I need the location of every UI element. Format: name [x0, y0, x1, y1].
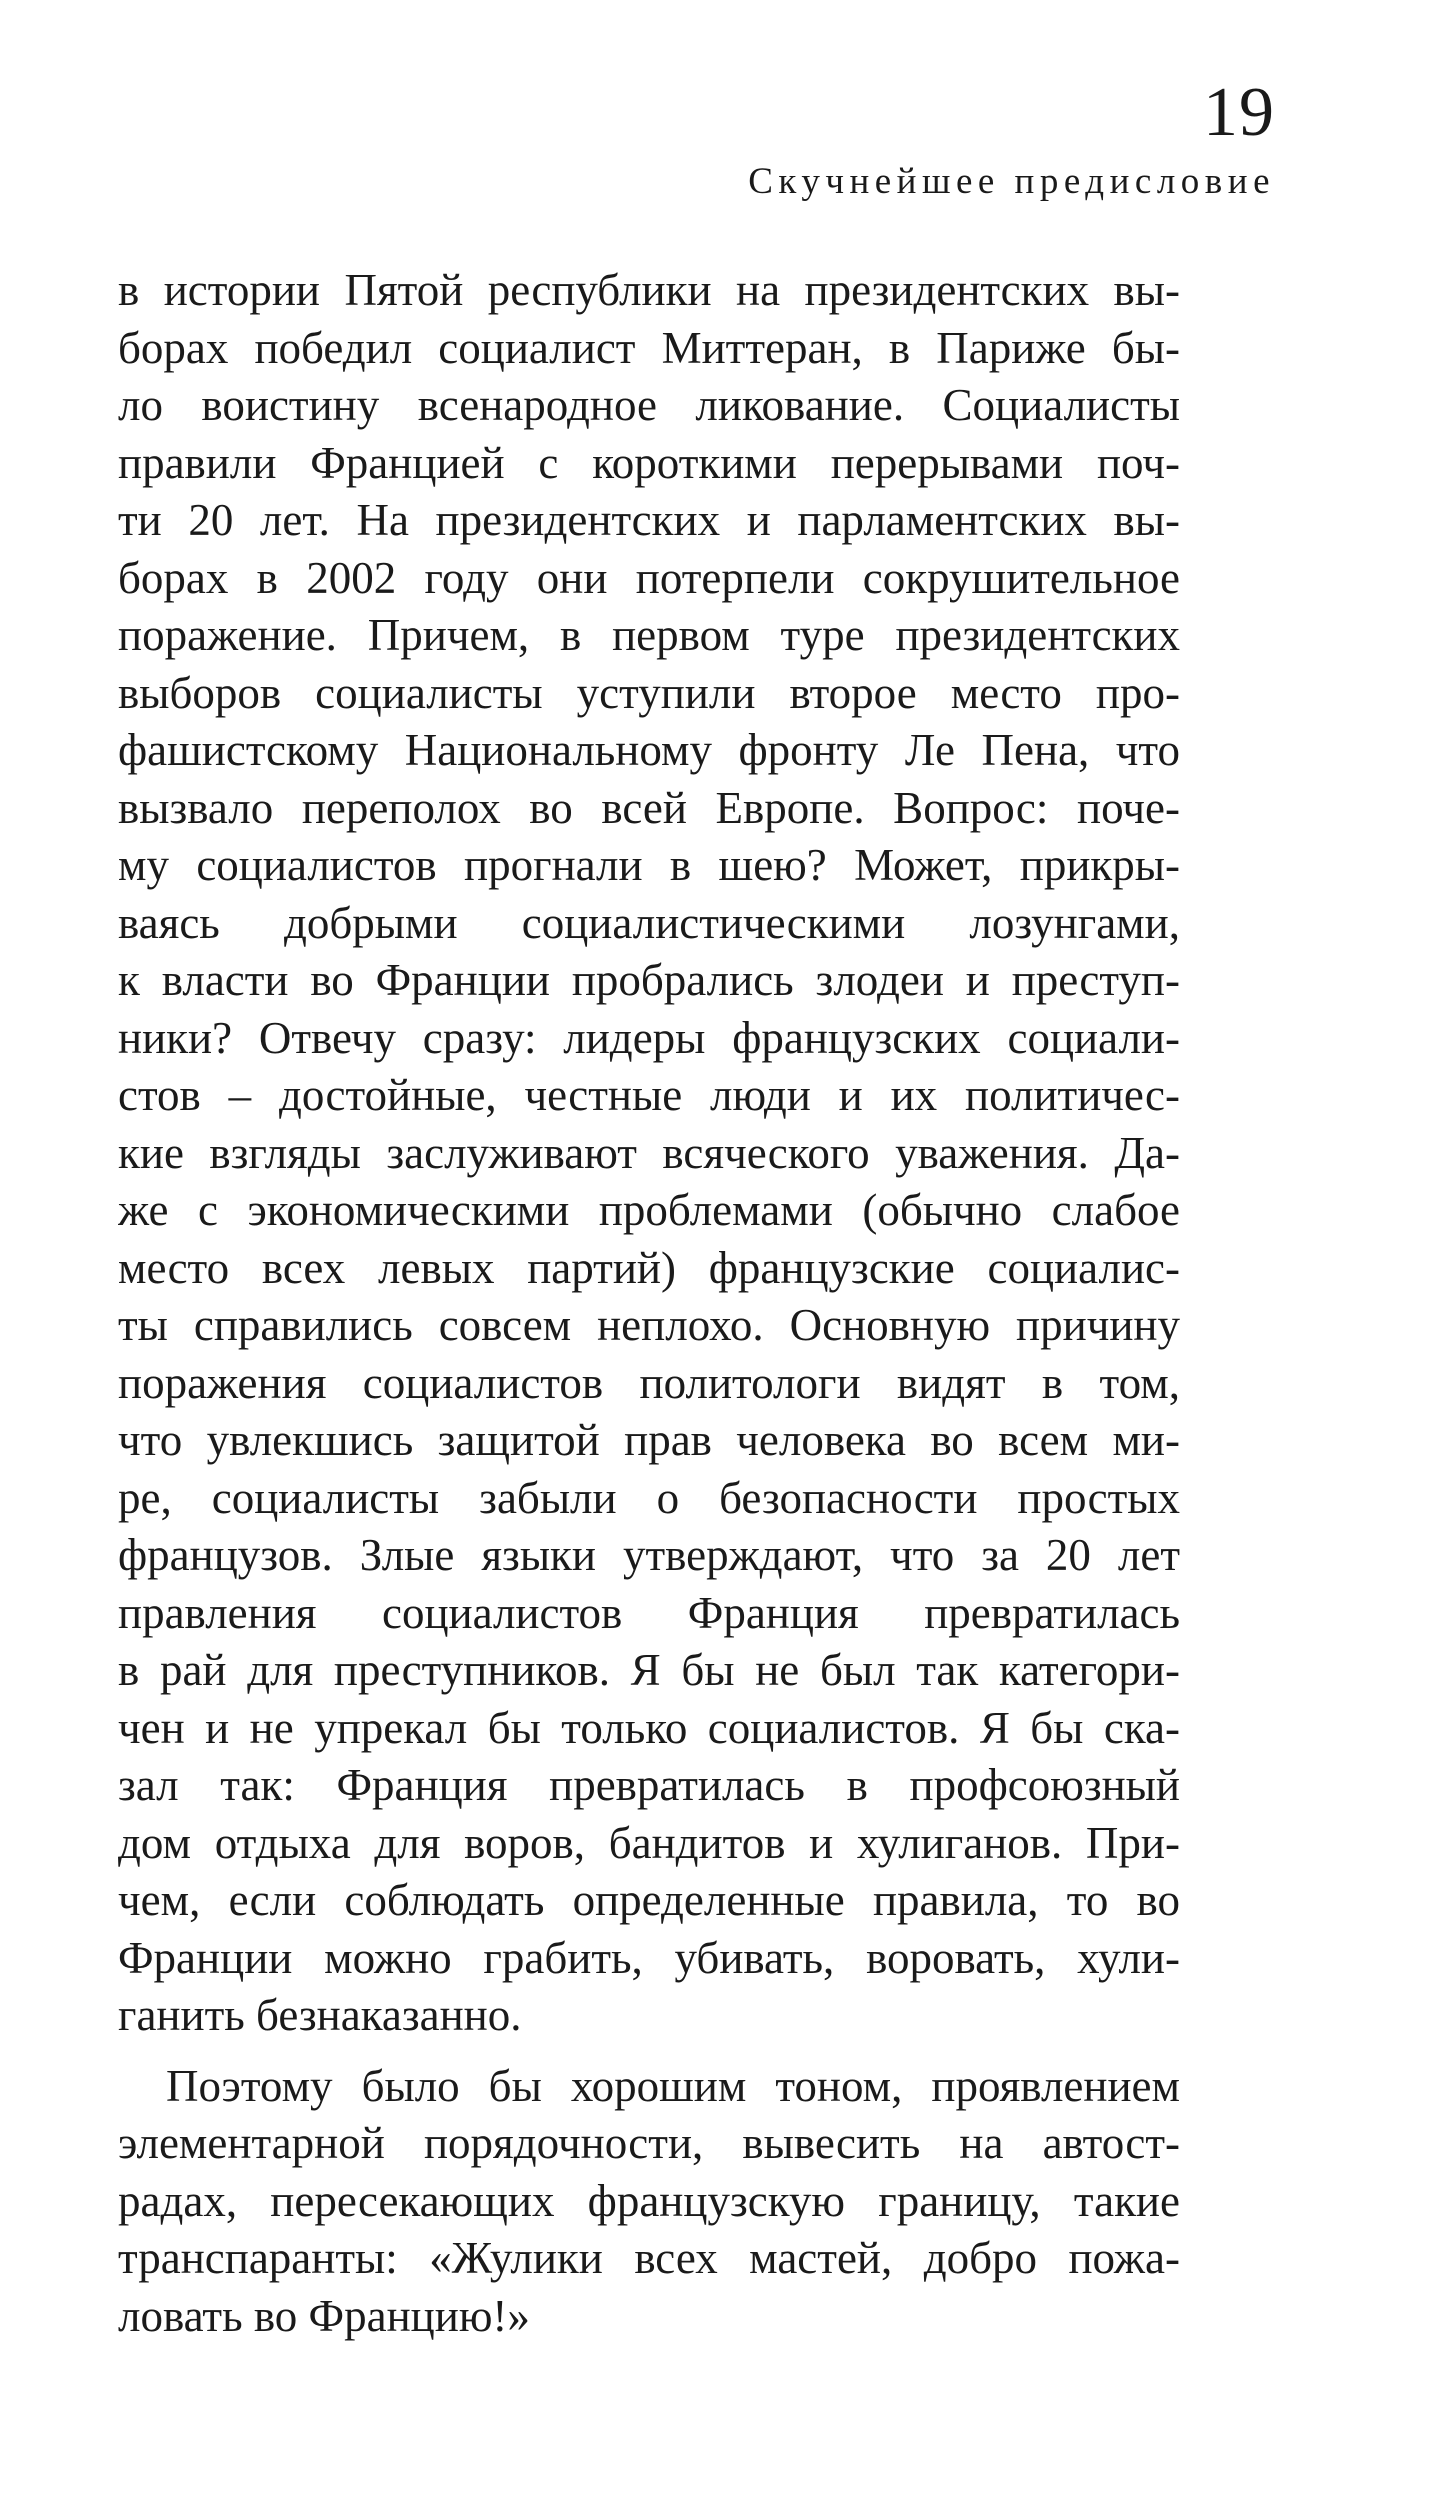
- paragraph: [118, 2058, 1180, 2346]
- text-line: ники? Отвечу сразу: лидеры французских социали-: [118, 1012, 1180, 1063]
- text-line: в рай для преступников. Я бы не был так категори-: [118, 1645, 1180, 1695]
- text-line: правили Францией с короткими перерывами поч-: [118, 437, 1180, 488]
- text-line: ло воистину всенародное ликование. Социалисты: [118, 380, 1180, 430]
- text-line: же с экономическими проблемами (обычно слабое: [118, 1185, 1180, 1235]
- text-line: дом отдыха для воров, бандитов и хулиганов. При-: [118, 1817, 1180, 1868]
- page-number: 19: [1203, 74, 1275, 151]
- text-line: выборов социалисты уступили второе место про-: [118, 667, 1180, 718]
- text-line: ре, социалисты забыли о безопасности простых: [118, 1472, 1180, 1523]
- paragraph-gap: [118, 2045, 1180, 2058]
- text-line: вызвало переполох во всей Европе. Вопрос: поче-: [118, 782, 1180, 833]
- text-line: борах победил социалист Миттеран, в Париже бы-: [118, 322, 1180, 373]
- text-line: ти 20 лет. На президентских и парламентских вы-: [118, 495, 1180, 545]
- text-line: поражение. Причем, в первом туре президентских: [118, 610, 1180, 660]
- paragraph: [118, 262, 1180, 2045]
- text-line: ганить безнаказанно.: [118, 1990, 522, 2040]
- text-line: транспаранты: «Жулики всех мастей, добро пожа-: [118, 2233, 1180, 2283]
- text-line: му социалистов прогнали в шею? Может, прикры-: [118, 840, 1180, 890]
- text-line: французов. Злые языки утверждают, что за 20 лет: [118, 1530, 1180, 1580]
- text-line: ваясь добрыми социалистическими лозунгами,: [118, 897, 1180, 948]
- text-line: место всех левых партий) французские социалис-: [118, 1242, 1180, 1293]
- text-line: чем, если соблюдать определенные правила, то во: [118, 1875, 1180, 1925]
- text-line: фашистскому Национальному фронту Ле Пена, что: [118, 725, 1180, 775]
- text-line: Поэтому было бы хорошим тоном, проявлением: [166, 2060, 1180, 2111]
- running-head: Скучнейшее предисловие: [748, 161, 1275, 202]
- text-line: ловать во Францию!»: [118, 2290, 530, 2341]
- body-text: [118, 262, 1180, 2345]
- text-line: радах, пересекающих французскую границу, такие: [118, 2175, 1180, 2226]
- text-line: ты справились совсем неплохо. Основную причину: [118, 1300, 1180, 1350]
- text-line: что увлекшись защитой прав человека во всем ми-: [118, 1415, 1180, 1465]
- text-line: элементарной порядочности, вывесить на автост-: [118, 2118, 1180, 2168]
- text-line: в истории Пятой республики на президентских вы-: [118, 265, 1180, 315]
- text-line: борах в 2002 году они потерпели сокрушительное: [118, 552, 1180, 603]
- text-line: правления социалистов Франция превратилась: [118, 1587, 1180, 1638]
- text-line: зал так: Франция превратилась в профсоюзный: [118, 1760, 1180, 1810]
- text-line: Франции можно грабить, убивать, воровать, хули-: [118, 1932, 1180, 1983]
- text-line: поражения социалистов политологи видят в том,: [118, 1357, 1180, 1408]
- text-line: кие взгляды заслуживают всяческого уважения. Да-: [118, 1127, 1180, 1178]
- text-line: к власти во Франции пробрались злодеи и преступ-: [118, 955, 1180, 1005]
- text-line: чен и не упрекал бы только социалистов. Я бы ска-: [118, 1702, 1180, 1753]
- text-line: стов – достойные, честные люди и их политичес-: [118, 1070, 1180, 1120]
